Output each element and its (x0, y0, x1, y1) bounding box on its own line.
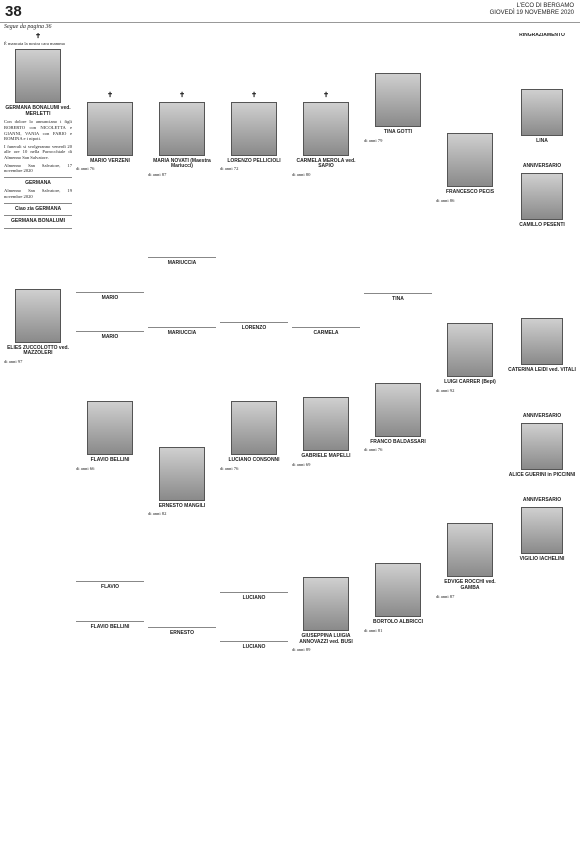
deceased-name: TINA (392, 296, 404, 303)
deceased-name: Ciao zia GERMANA (14, 205, 62, 212)
age-line: di anni 97 (4, 358, 23, 364)
deceased-name: MARIA NOVATI (Maestra Mariucci) (153, 157, 211, 170)
cross-icon: ✝ (107, 91, 113, 99)
cross-icon: ✝ (179, 91, 185, 99)
deceased-name: LUCIANO (242, 594, 266, 601)
portrait-photo (15, 289, 61, 343)
deceased-name: FLAVIO (101, 584, 119, 591)
cross-icon: ✝ (251, 91, 257, 99)
age-line: di anni 89 (292, 647, 311, 653)
age-line: di anni 69 (292, 461, 311, 467)
portrait-photo (87, 102, 133, 156)
paper-name: L'ECO DI BERGAMO (516, 3, 574, 9)
column-4 (220, 33, 288, 845)
divider (292, 327, 360, 328)
column-8 (508, 33, 576, 845)
deceased-name: FRANCESCO PECIS (445, 189, 495, 195)
deceased-name: ERNESTO (169, 629, 195, 636)
age-line: di anni 92 (436, 387, 455, 393)
portrait-photo (521, 173, 563, 220)
portrait-photo (521, 318, 563, 365)
section-heading: RINGRAZIAMENTO (519, 33, 565, 38)
age-line: di anni 79 (364, 137, 383, 143)
portrait-photo (303, 577, 349, 631)
section-heading: ANNIVERSARIO (522, 412, 562, 419)
portrait-photo (15, 49, 61, 103)
deceased-name: MARIO (101, 334, 119, 341)
deceased-name: LUCIANO (242, 644, 266, 651)
deceased-name: ALICE GUERINI in PICCINNI (508, 471, 576, 478)
portrait-photo (159, 447, 205, 501)
portrait-photo (159, 102, 205, 156)
deceased-name: FRANCO BALDASSARI (370, 438, 426, 445)
divider (76, 292, 144, 293)
age-line: di anni 72 (220, 166, 239, 172)
divider (4, 215, 72, 216)
divider (148, 627, 216, 628)
deceased-name: CAMILLO PESENTI (519, 221, 565, 228)
page-header (0, 0, 580, 23)
deceased-name: LUIGI CARRER (Bepi) (444, 379, 496, 386)
column-7 (436, 33, 504, 845)
notice-date: Almenno San Salvatore, 19 novembre 2020 (4, 188, 72, 199)
age-line: di anni 80 (292, 171, 311, 177)
deceased-name: ELIES ZUCCOLOTTO ved. MAZZOLERI (7, 344, 69, 357)
deceased-name: LUCIANO CONSONNI (228, 457, 280, 464)
deceased-name: EDVIGE ROCCHI ved. GAMBA (444, 579, 496, 591)
age-line: di anni 82 (148, 511, 167, 517)
divider (4, 203, 72, 204)
divider (148, 257, 216, 258)
deceased-name: BORTOLO ALBRICCI (373, 618, 423, 625)
divider (4, 177, 72, 178)
portrait-photo (231, 102, 277, 156)
divider (220, 592, 288, 593)
age-line: di anni 86 (436, 197, 455, 203)
portrait-photo (87, 401, 133, 455)
age-line: di anni 87 (148, 171, 167, 177)
age-line: di anni 66 (76, 465, 95, 471)
deceased-name: TINA GOTTI (383, 129, 413, 135)
deceased-name: MARIUCCIA (167, 260, 197, 267)
deceased-name: FLAVIO BELLINI (90, 623, 130, 630)
page-number: 38 (5, 3, 22, 20)
portrait-photo (447, 323, 493, 377)
cross-icon: ✝ (35, 33, 41, 40)
divider (220, 322, 288, 323)
notice-text: Con dolore lo annunciano i figli ROBERTO con NICOLETTA e GIANNI, VANIA con FABIO e ROMINA e i nipoti. (4, 119, 72, 142)
column-1 (4, 33, 72, 845)
portrait-photo (375, 73, 421, 127)
column-5 (292, 33, 360, 845)
divider (4, 228, 72, 229)
deceased-name: GERMANA BONALUMI ved. MERLETTI (5, 105, 71, 117)
portrait-photo (521, 423, 563, 470)
deceased-name: CARMELA MEROLA ved. SAPIO (296, 157, 356, 170)
deceased-name: LINA (536, 137, 548, 144)
deceased-name: MARIUCCIA (167, 329, 197, 336)
continued-note: Segue da pagina 36 (4, 24, 52, 30)
portrait-photo (447, 133, 493, 187)
portrait-photo (303, 397, 349, 451)
age-line: di anni 81 (364, 627, 383, 633)
issue-date: GIOVEDÌ 19 NOVEMBRE 2020 (489, 10, 574, 16)
portrait-photo (375, 563, 421, 617)
deceased-name: ERNESTO MANGILI (158, 502, 206, 509)
column-3 (148, 33, 216, 845)
portrait-photo (447, 523, 493, 577)
divider (76, 621, 144, 622)
deceased-name: FLAVIO BELLINI (90, 456, 130, 463)
column-6 (364, 33, 432, 845)
portrait-photo (521, 507, 563, 554)
portrait-photo (375, 383, 421, 437)
notice-date: Almenno San Salvatore, 17 novembre 2020 (4, 162, 72, 174)
deceased-name: GERMANA BONALUMI (11, 218, 65, 225)
portrait-photo (303, 102, 349, 156)
divider (76, 331, 144, 332)
age-line: di anni 76 (76, 166, 95, 172)
divider (220, 641, 288, 642)
deceased-name: LORENZO (241, 324, 267, 331)
notice-text: I funerali si svolgeranno venerdì 20 alle ore 10 nella Parrocchiale di Almenno San Salvatore. (4, 143, 72, 160)
deceased-name: CATERINA LEIDI ved. VITALI (508, 367, 576, 374)
masthead (490, 3, 574, 17)
portrait-photo (231, 401, 277, 455)
deceased-name: VIGILIO IACHELINI (519, 555, 565, 562)
age-line: di anni 87 (436, 593, 455, 599)
deceased-name: MARIO (101, 294, 119, 301)
divider (364, 293, 432, 294)
divider (148, 327, 216, 328)
notice-line: È mancata la nostra cara mamma (4, 40, 65, 46)
section-heading: ANNIVERSARIO (522, 163, 562, 170)
age-line: di anni 76 (364, 447, 383, 453)
divider (76, 581, 144, 582)
deceased-name: GERMANA (25, 179, 51, 186)
deceased-name: GIUSEPPINA LUIGIA ANNOVAZZI ved. BUSI (299, 633, 353, 645)
deceased-name: LORENZO PELLICIOLI (227, 157, 281, 164)
portrait-photo (521, 89, 563, 136)
deceased-name: MARIO VERZENI (90, 157, 130, 164)
deceased-name: CARMELA (313, 330, 339, 337)
age-line: di anni 76 (220, 465, 239, 471)
column-2 (76, 33, 144, 845)
deceased-name: GABRIELE MAPELLI (301, 452, 351, 459)
section-heading: ANNIVERSARIO (522, 497, 562, 504)
cross-icon: ✝ (323, 91, 329, 99)
